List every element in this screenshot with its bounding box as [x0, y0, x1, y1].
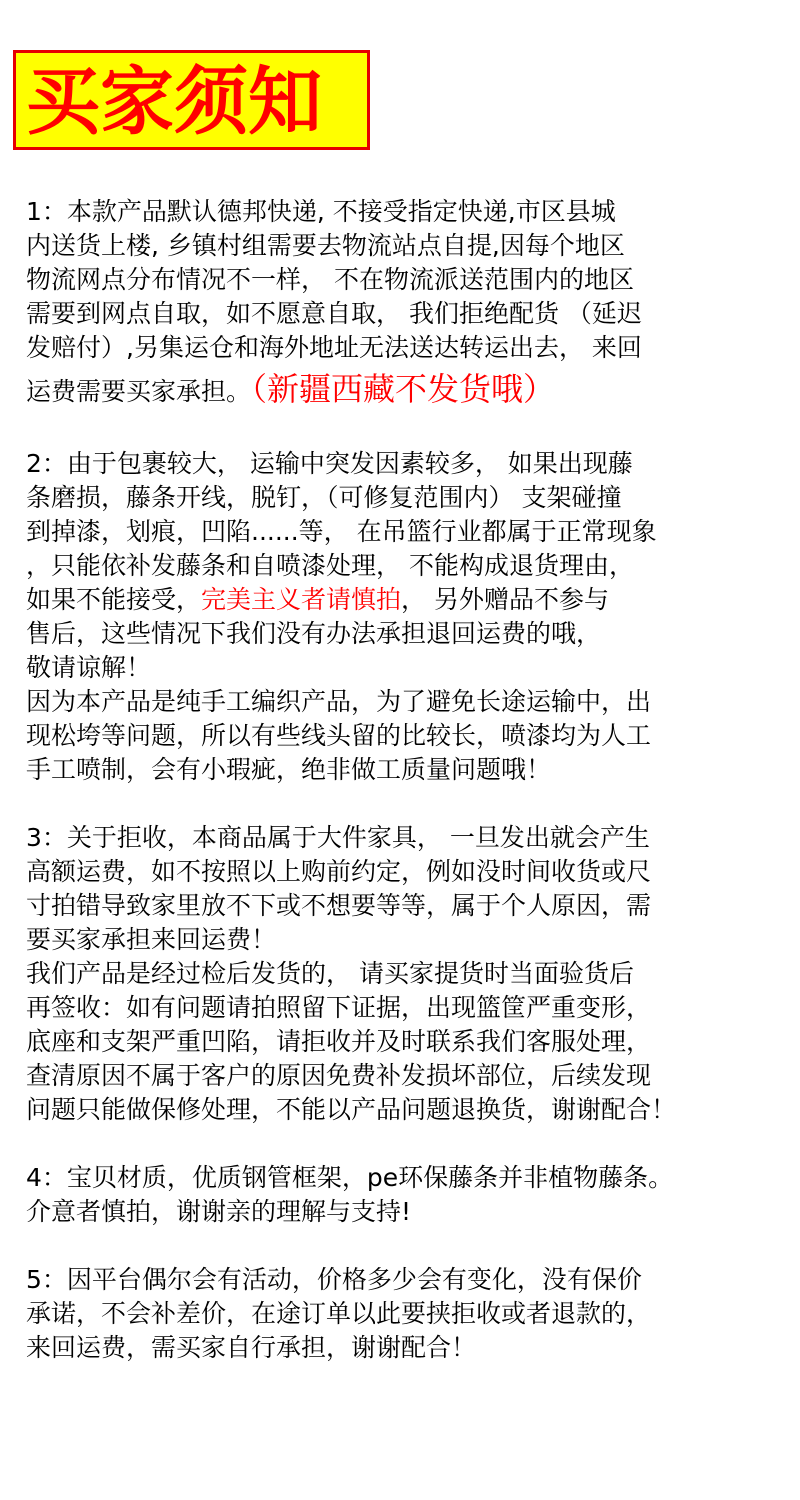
notice-line [26, 1195, 794, 1229]
notice-text: 要买家承担来回运费！ [26, 925, 277, 954]
notice-line [26, 991, 794, 1025]
title-banner [13, 50, 370, 150]
notice-line [26, 365, 794, 413]
notice-text: 底座和支架严重凹陷，请拒收并及时联系我们客服处理， [26, 1027, 652, 1056]
notice-section-3 [26, 821, 794, 1127]
notice-text: 2：由于包裹较大， 运输中突发因素较多， 如果出现藤 [26, 449, 633, 478]
notice-text: ， 另外赠品不参与 [401, 585, 609, 614]
notice-line [26, 331, 794, 365]
notice-line [26, 719, 794, 753]
notice-text: 5：因平台偶尔会有活动，价格多少会有变化，没有保价 [26, 1265, 642, 1294]
notice-line [26, 821, 794, 855]
notice-line [26, 1025, 794, 1059]
notice-line [26, 1093, 794, 1127]
notice-section-1 [26, 195, 794, 413]
notice-line [26, 889, 794, 923]
notice-text: 我们产品是经过检后发货的， 请买家提货时当面验货后 [26, 959, 634, 988]
notice-text: 物流网点分布情况不一样， 不在物流派送范围内的地区 [26, 265, 634, 294]
notice-text: 1：本款产品默认德邦快递, 不接受指定快递,市区县城 [26, 197, 616, 226]
notice-line [26, 855, 794, 889]
notice-line [26, 1059, 794, 1093]
highlight-text: 完美主义者请慎拍 [201, 585, 402, 614]
notice-line [26, 1263, 794, 1297]
notice-text: 手工喷制，会有小瑕疵，绝非做工质量问题哦！ [26, 755, 552, 784]
notice-text: 到掉漆，划痕，凹陷......等， 在吊篮行业都属于正常现象 [26, 517, 657, 546]
notice-section-5 [26, 1263, 794, 1365]
notice-text: 条磨损，藤条开线，脱钉，（可修复范围内） 支架碰撞 [26, 483, 622, 512]
notice-line [26, 617, 794, 651]
notice-content [26, 195, 794, 1399]
notice-section-4 [26, 1161, 794, 1229]
notice-text: 敬请谅解！ [26, 653, 152, 682]
notice-line [26, 1297, 794, 1331]
notice-line [26, 753, 794, 787]
notice-text: 问题只能做保修处理，不能以产品问题退换货，谢谢配合！ [26, 1095, 677, 1124]
notice-line [26, 263, 794, 297]
notice-text: 介意者慎拍，谢谢亲的理解与支持! [26, 1197, 412, 1226]
notice-line [26, 1161, 794, 1195]
notice-text: 寸拍错导致家里放不下或不想要等等，属于个人原因，需 [26, 891, 652, 920]
notice-text: 发赔付）,另集运仓和海外地址无法送达转运出去， 来回 [26, 333, 642, 362]
notice-text: 如果不能接受， [26, 585, 202, 614]
notice-line [26, 195, 794, 229]
notice-text: 来回运费，需买家自行承担，谢谢配合！ [26, 1333, 477, 1362]
notice-line [26, 297, 794, 331]
notice-line [26, 447, 794, 481]
notice-line [26, 549, 794, 583]
notice-text: 因为本产品是纯手工编织产品，为了避免长途运输中，出 [26, 687, 652, 716]
notice-text: 运费需要买家承担。 [26, 377, 252, 406]
notice-text: 查清原因不属于客户的原因免费补发损坏部位，后续发现 [26, 1061, 652, 1090]
notice-text: 3：关于拒收，本商品属于大件家具， 一旦发出就会产生 [26, 823, 650, 852]
notice-line [26, 685, 794, 719]
notice-line [26, 1331, 794, 1365]
notice-text: ，只能依补发藤条和自喷漆处理， 不能构成退货理由， [26, 551, 634, 580]
notice-text: 承诺，不会补差价，在途订单以此要挟拒收或者退款的， [26, 1299, 652, 1328]
highlight-text: （新疆西藏不发货哦） [251, 370, 556, 408]
notice-line [26, 651, 794, 685]
notice-line [26, 481, 794, 515]
notice-text: 4：宝贝材质，优质钢管框架，pe环保藤条并非植物藤条。 [26, 1163, 674, 1192]
notice-section-2 [26, 447, 794, 787]
notice-text: 现松垮等问题，所以有些线头留的比较长，喷漆均为人工 [26, 721, 652, 750]
notice-line [26, 957, 794, 991]
page-title: 买家须知 [26, 59, 322, 145]
notice-line [26, 923, 794, 957]
notice-text: 需要到网点自取，如不愿意自取， 我们拒绝配货 （延迟 [26, 299, 642, 328]
notice-text: 高额运费，如不按照以上购前约定，例如没时间收货或尺 [26, 857, 652, 886]
notice-line [26, 515, 794, 549]
notice-text: 再签收：如有问题请拍照留下证据，出现篮筐严重变形， [26, 993, 652, 1022]
notice-line [26, 229, 794, 263]
notice-text: 内送货上楼, 乡镇村组需要去物流站点自提,因每个地区 [26, 231, 625, 260]
notice-text: 售后，这些情况下我们没有办法承担退回运费的哦， [26, 619, 602, 648]
notice-line [26, 583, 794, 617]
